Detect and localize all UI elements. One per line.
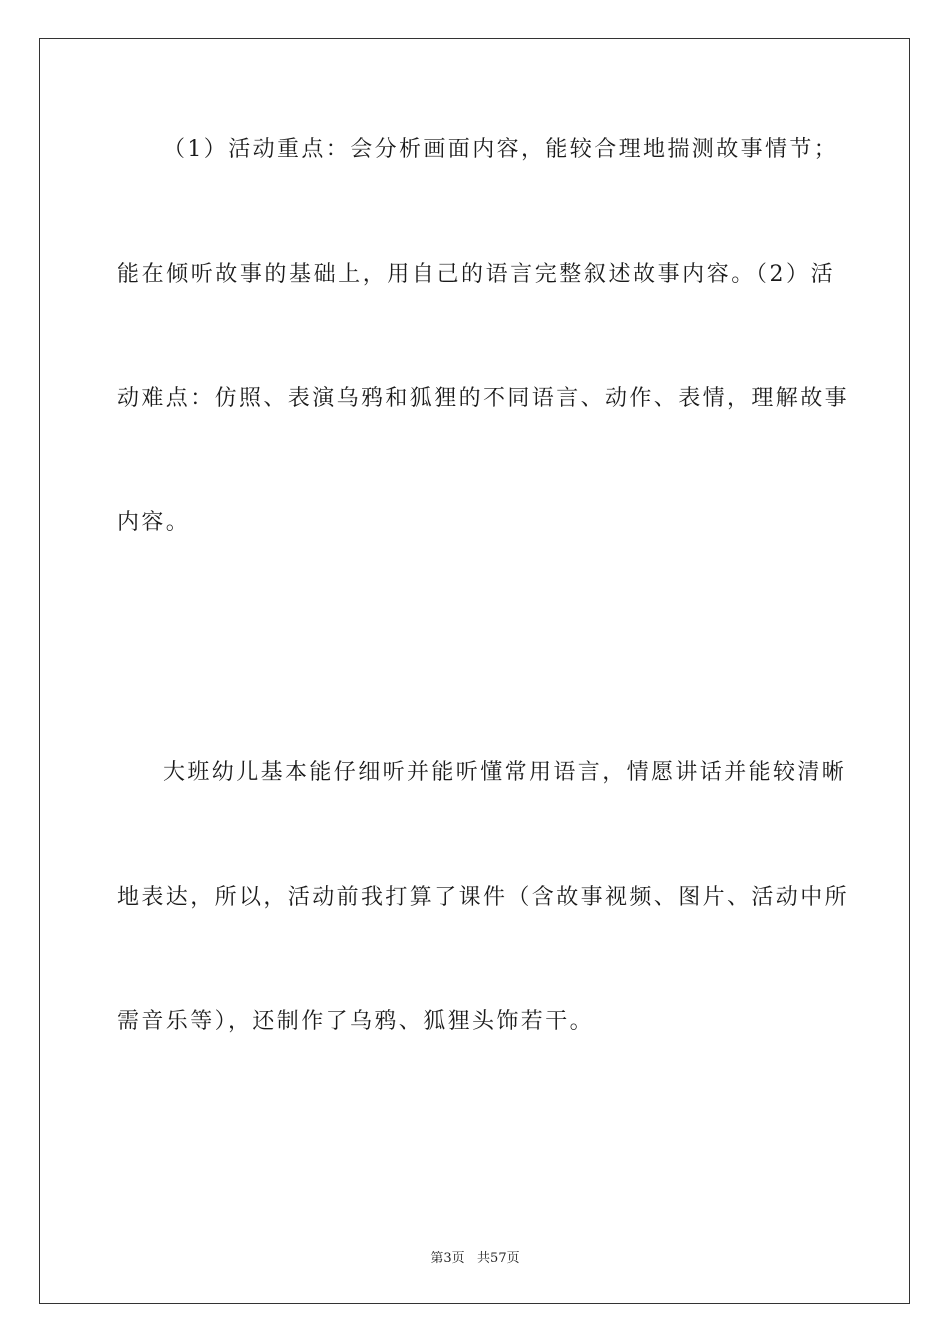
paragraph-2-line-1: 大班幼儿基本能仔细听并能听懂常用语言，情愿讲话并能较清晰 — [163, 760, 847, 785]
page-border — [39, 38, 910, 1304]
paragraph-2-line-3: 需音乐等），还制作了乌鸦、狐狸头饰若干。 — [117, 1009, 595, 1034]
paragraph-1-line-4: 内容。 — [117, 510, 191, 535]
paragraph-1-line-3: 动难点：仿照、表演乌鸦和狐狸的不同语言、动作、表情，理解故事 — [117, 386, 850, 411]
page-footer: 第3页 共57页 — [430, 1251, 520, 1266]
paragraph-1-line-2: 能在倾听故事的基础上，用自己的语言完整叙述故事内容。（2）活 — [117, 262, 835, 287]
paragraph-2-line-2: 地表达，所以，活动前我打算了课件（含故事视频、图片、活动中所 — [117, 885, 850, 910]
paragraph-1-line-1: （1）活动重点：会分析画面内容，能较合理地揣测故事情节； — [163, 137, 839, 162]
